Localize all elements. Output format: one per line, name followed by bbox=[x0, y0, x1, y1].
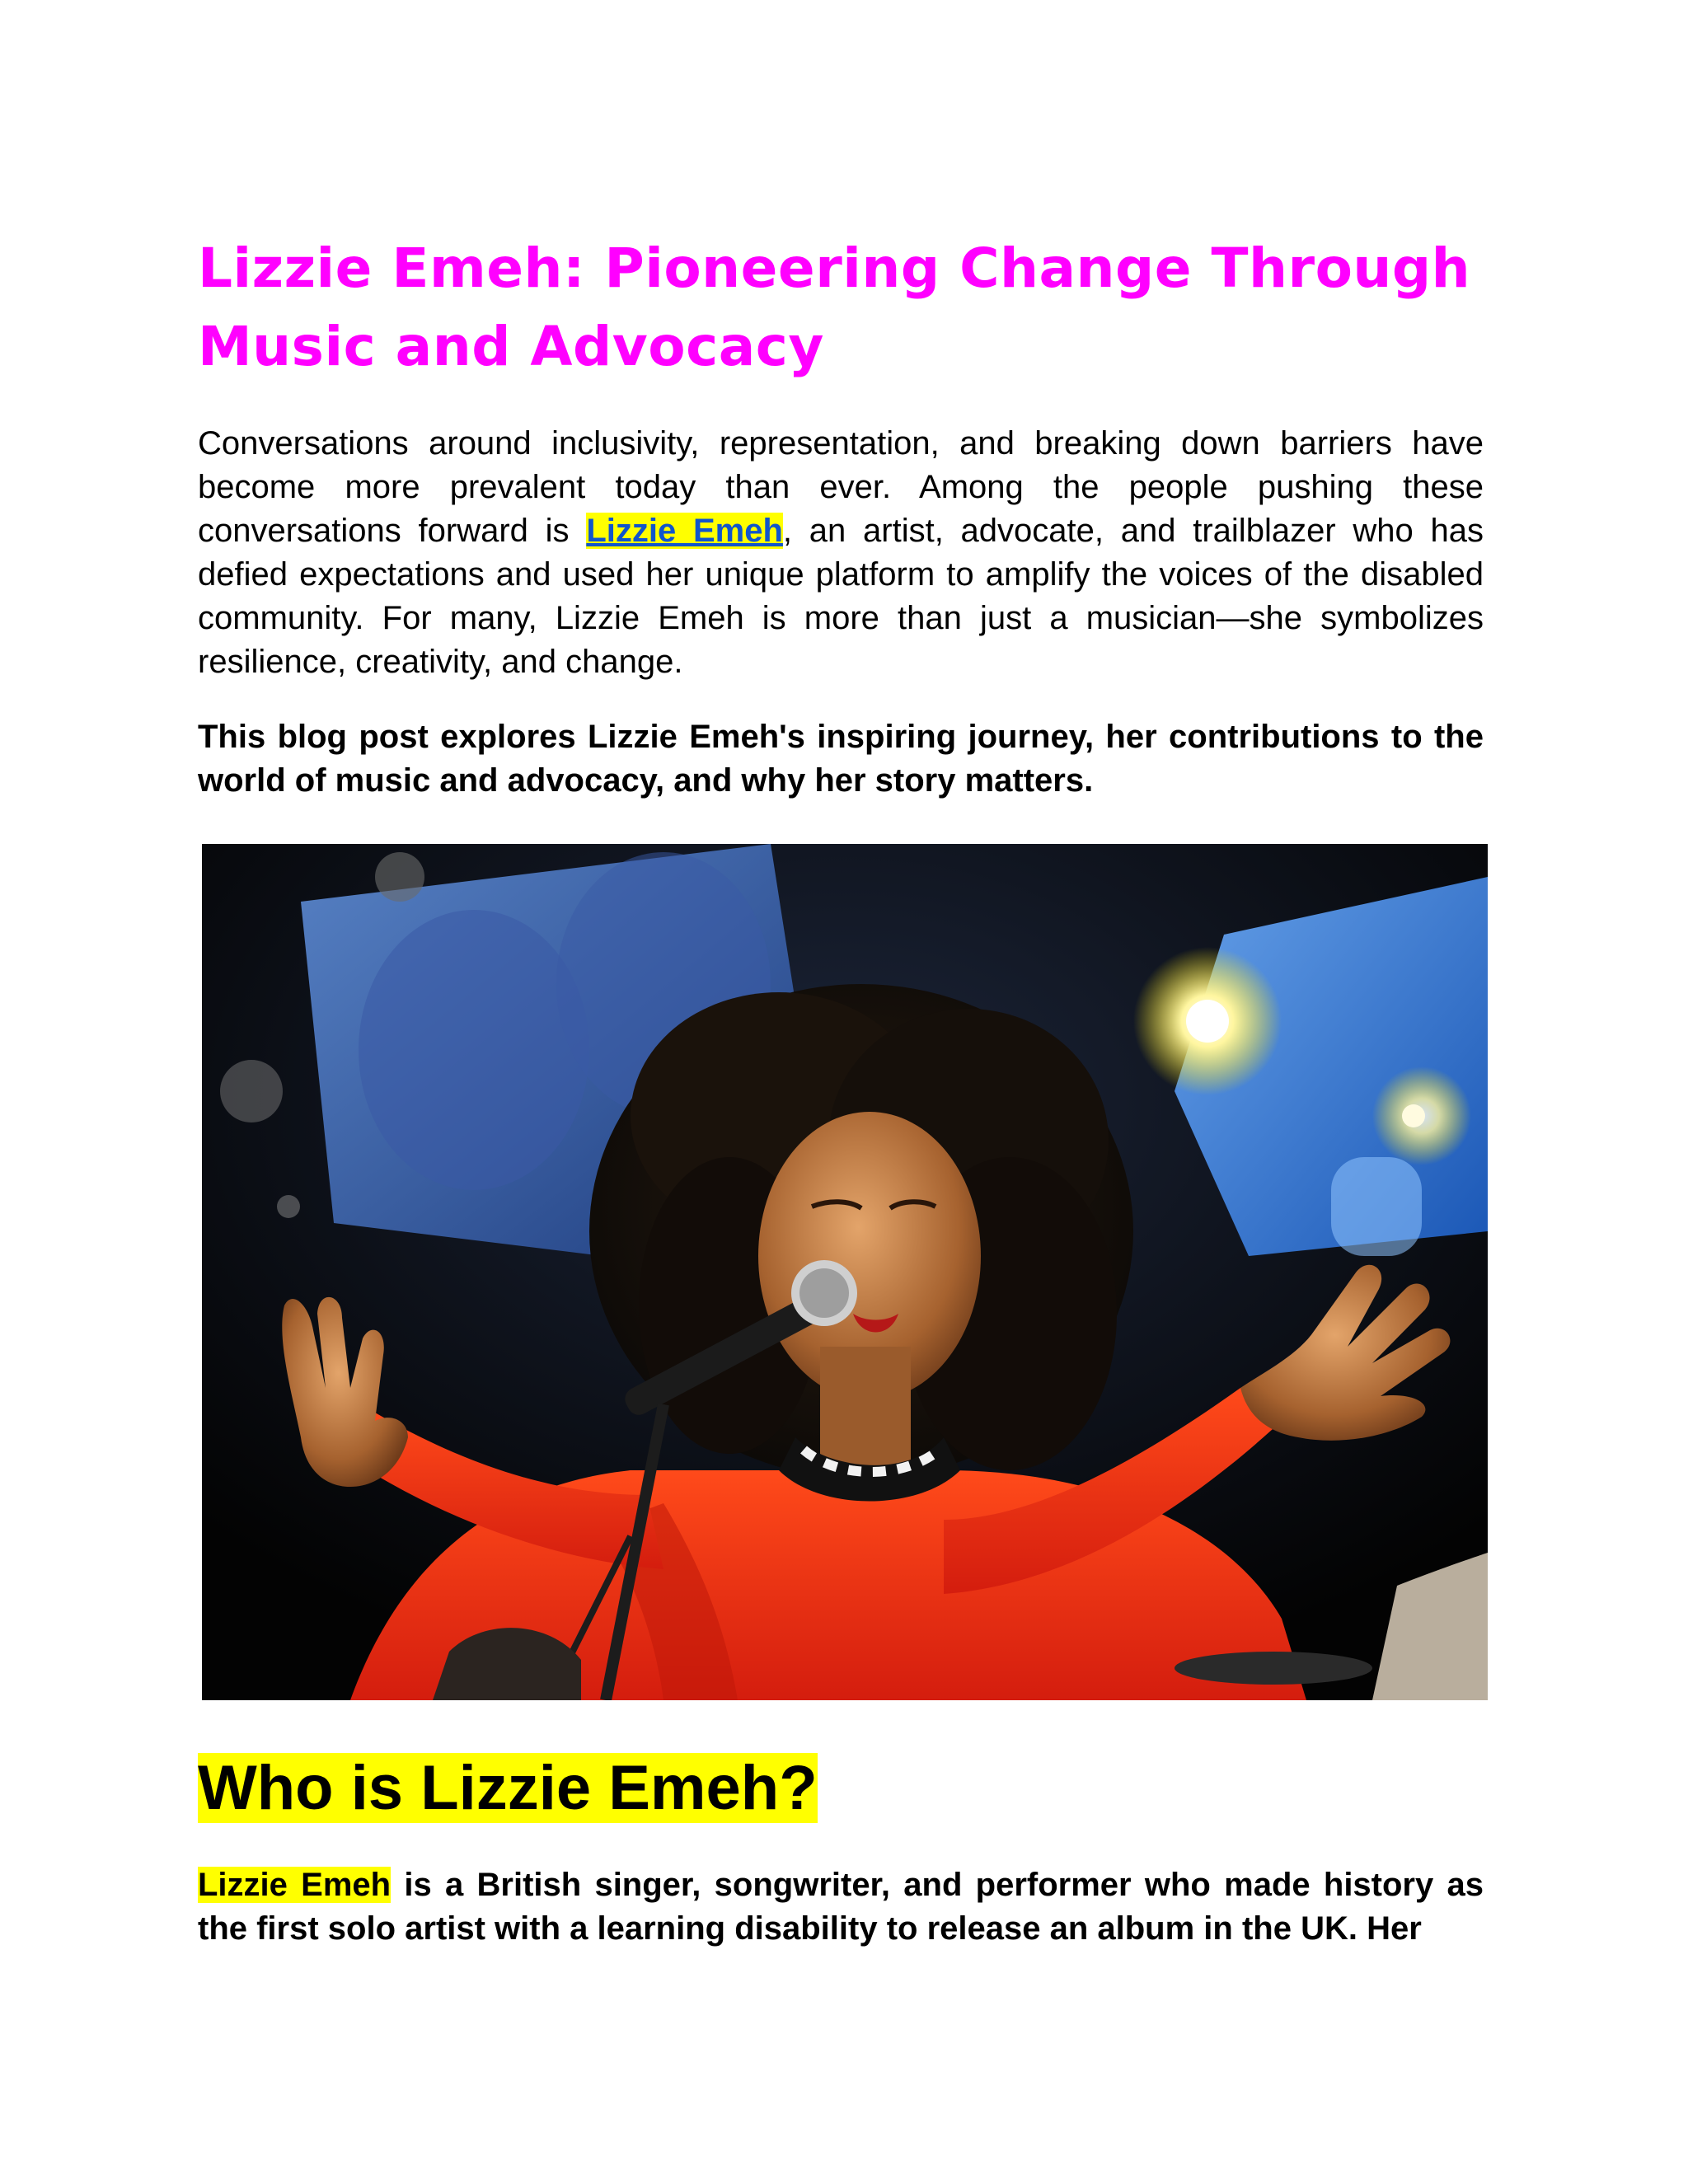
highlighted-name: Lizzie Emeh bbox=[198, 1867, 392, 1903]
document-page bbox=[198, 229, 1484, 1951]
lizzie-emeh-link[interactable]: Lizzie Emeh bbox=[586, 513, 783, 549]
performer-photo-illustration bbox=[202, 844, 1488, 1700]
performer-photo bbox=[202, 844, 1488, 1700]
explore-paragraph: This blog post explores Lizzie Emeh's inspiring journey, her contributions to the world of music and advocacy, and why her story matters. bbox=[198, 719, 1484, 799]
who-paragraph-text: is a British singer, songwriter, and performer who made history as the first solo artist with a learning disability to release an album in the UK. Her bbox=[198, 1867, 1484, 1947]
intro-text-after: , an artist, advocate, and trailblazer who has defied expectations and used her unique platform to amplify the voices of the disabled community. For many, Lizzie Emeh is more than just a musician—she symbolizes resilience, creativity, and change. bbox=[198, 513, 1484, 680]
section-heading-who bbox=[198, 1751, 1484, 1825]
who-paragraph bbox=[198, 1863, 1484, 1951]
intro-paragraph bbox=[198, 422, 1484, 684]
section-heading-text: Who is Lizzie Emeh? bbox=[198, 1753, 818, 1823]
intro-text-before: Conversations around inclusivity, representation, and breaking down barriers have become more prevalent today than ever. Among the people pushing these conversations forward is bbox=[198, 425, 1484, 549]
article-title: Lizzie Emeh: Pioneering Change Through Music and Advocacy bbox=[198, 237, 1471, 378]
